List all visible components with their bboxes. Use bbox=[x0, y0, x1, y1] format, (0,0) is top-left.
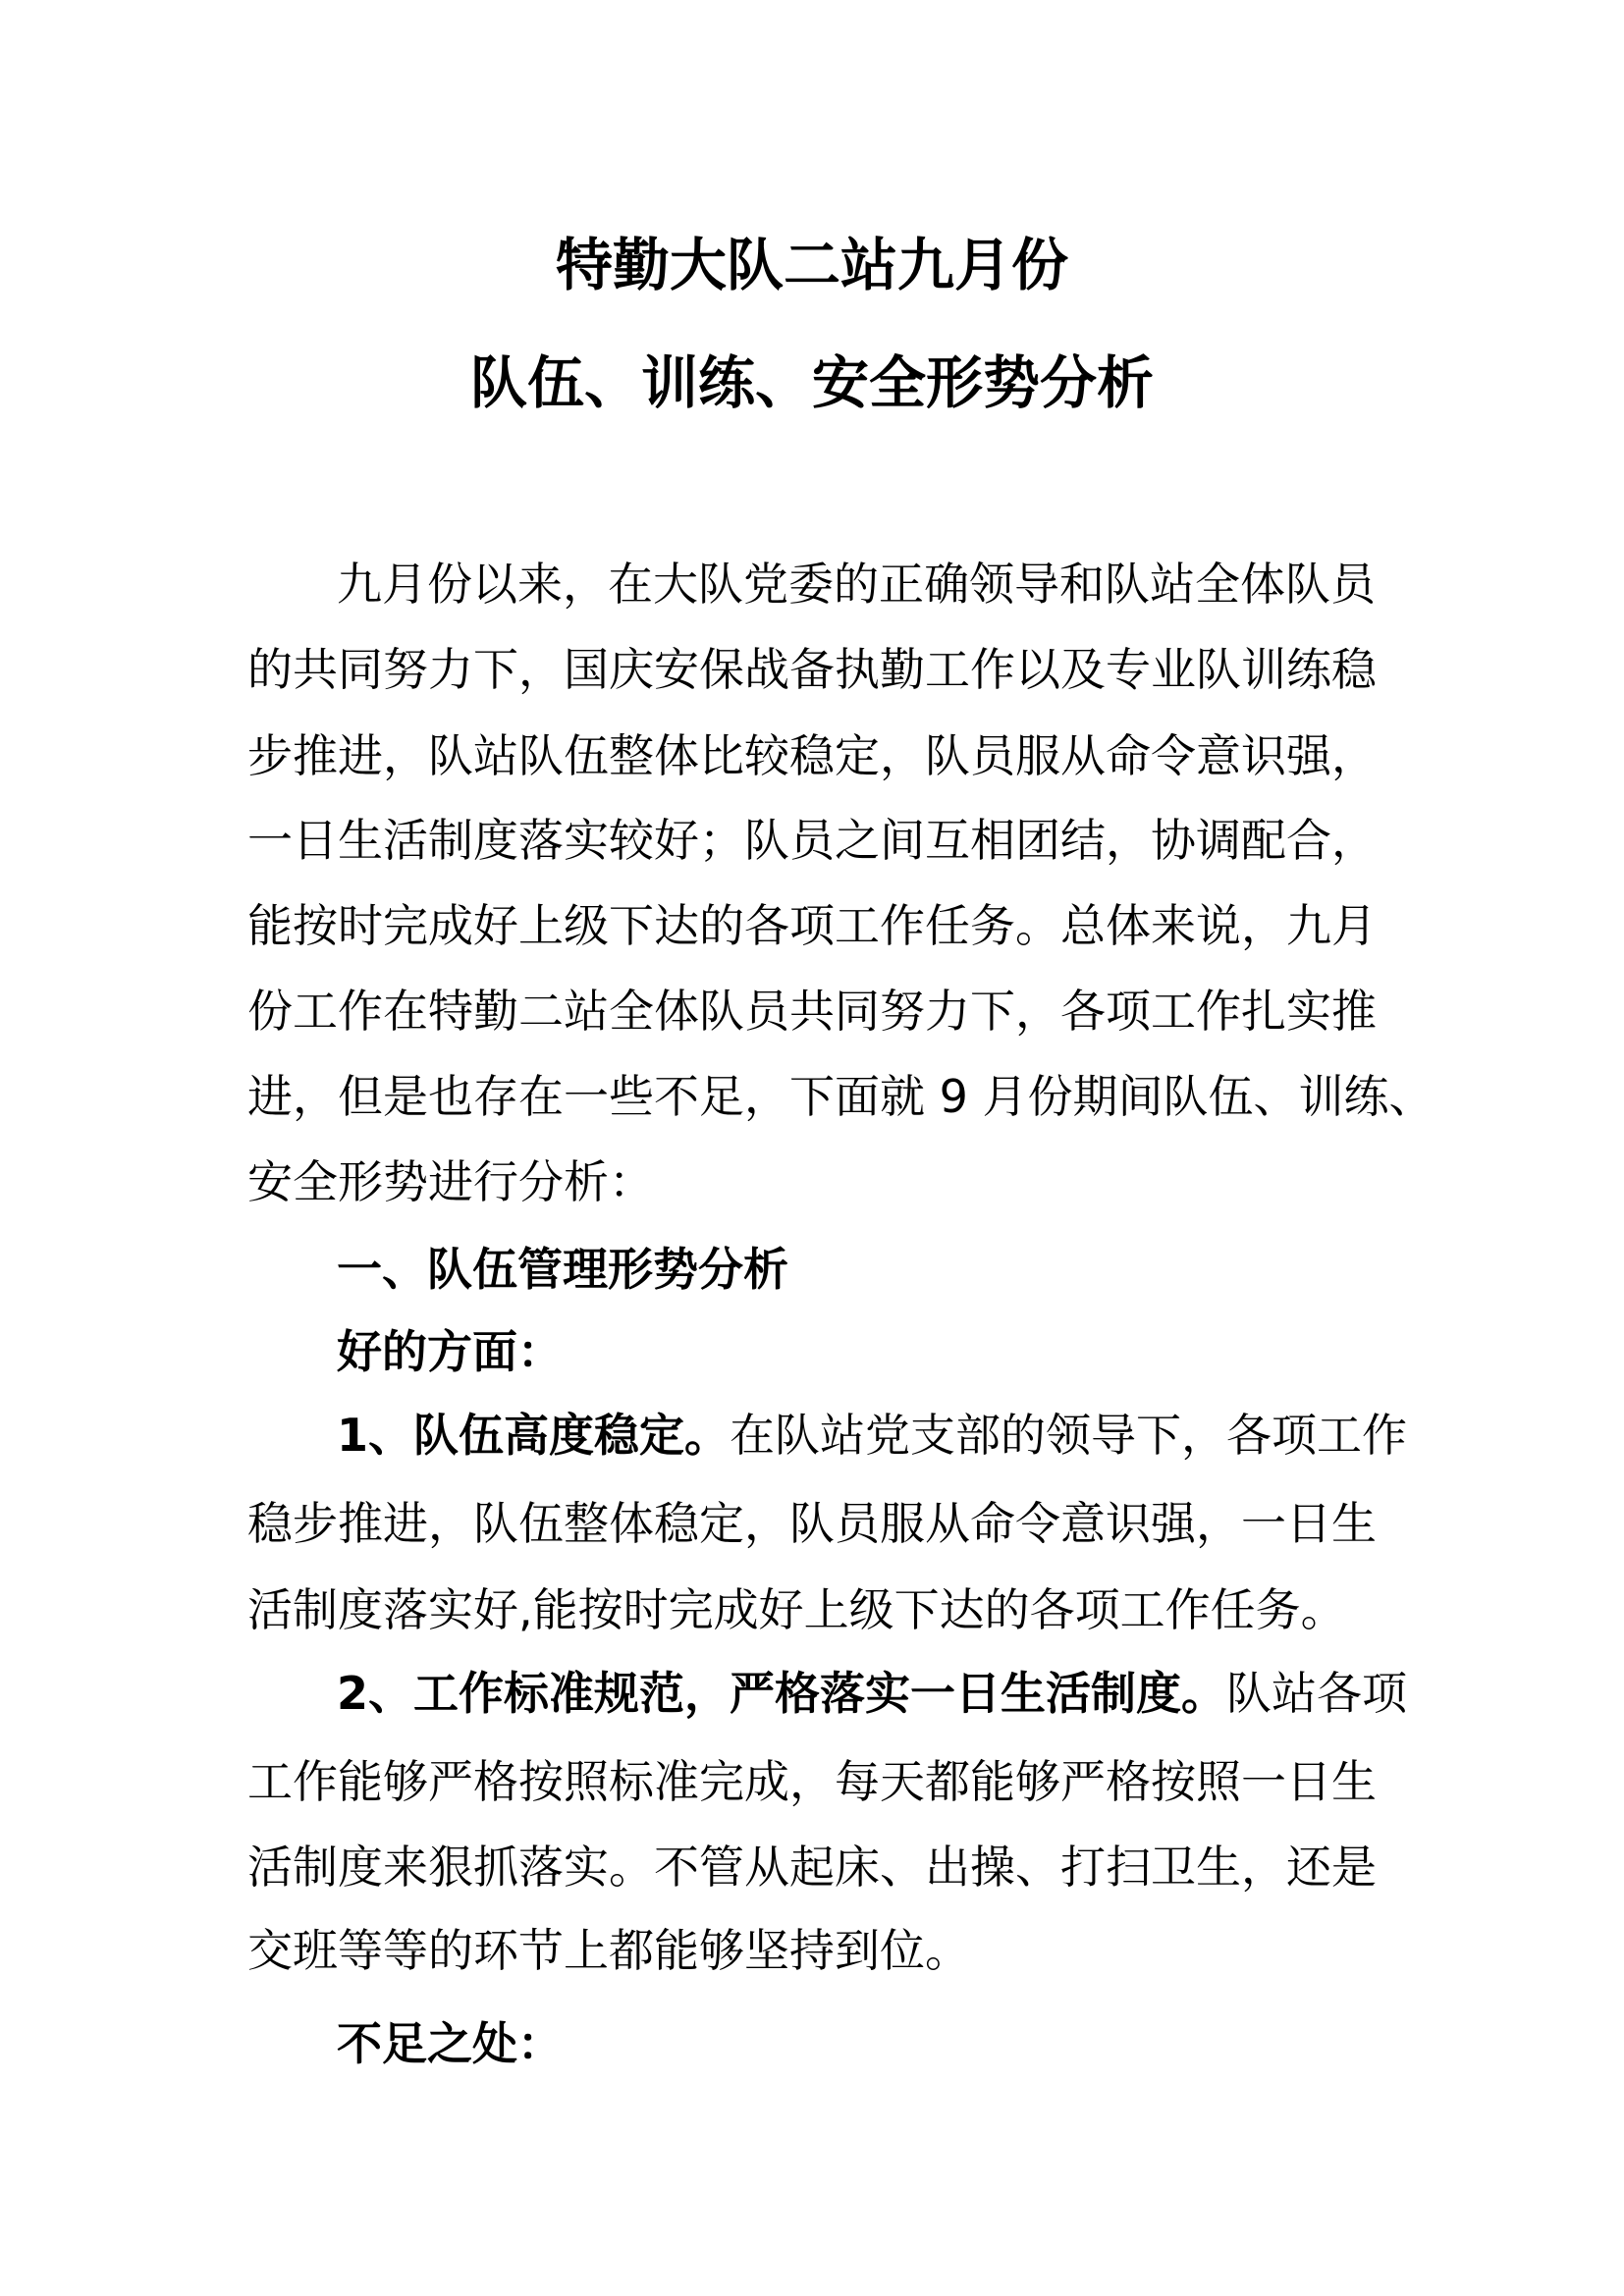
document-title-line1: 特勤大队二站九月份 bbox=[555, 232, 1068, 298]
text-line: 活制度来狠抓落实。不管从起床、出操、打扫卫生，还是 bbox=[247, 1841, 1377, 1894]
text-line: 能按时完成好上级下达的各项工作任务。总体来说，九月 bbox=[247, 899, 1377, 952]
item-2-text: 队站各项 bbox=[1226, 1667, 1408, 1720]
text-line: 活制度落实好,能按时完成好上级下达的各项工作任务。 bbox=[247, 1583, 1346, 1636]
text-line: 一日生活制度落实较好；队员之间互相团结，协调配合， bbox=[247, 814, 1377, 867]
text-line: 步推进，队站队伍整体比较稳定，队员服从命令意识强， bbox=[247, 729, 1377, 782]
text-line: 交班等等的环节上都能够坚持到位。 bbox=[247, 1924, 970, 1977]
text-line bbox=[337, 1406, 1407, 1465]
text-line: 稳步推进，队伍整体稳定，队员服从命令意识强，一日生 bbox=[247, 1497, 1377, 1550]
text-line: 份工作在特勤二站全体队员共同努力下，各项工作扎实推 bbox=[247, 985, 1377, 1038]
section-heading: 一、队伍管理形势分析 bbox=[337, 1243, 788, 1296]
text-line: 九月份以来，在大队党委的正确领导和队站全体队员 bbox=[337, 558, 1376, 611]
text-line: 工作能够严格按照标准完成，每天都能够严格按照一日生 bbox=[247, 1755, 1377, 1808]
text-line: 安全形势进行分析： bbox=[247, 1155, 654, 1208]
item-2-title: 2、工作标准规范，严格落实一日生活制度。 bbox=[337, 1667, 1227, 1720]
document-title-line2: 队伍、训练、安全形势分析 bbox=[469, 349, 1154, 416]
text-line: 的共同努力下，国庆安保战备执勤工作以及专业队训练稳 bbox=[247, 643, 1377, 696]
text-line bbox=[337, 1664, 1407, 1723]
item-1-title: 1、队伍高度稳定。 bbox=[337, 1409, 731, 1462]
text-line: 进，但是也存在一些不足，下面就 9 月份期间队伍、训练、 bbox=[247, 1070, 1435, 1123]
subheading-good: 好的方面： bbox=[337, 1325, 563, 1378]
item-1-text: 在队站党支部的领导下，各项工作 bbox=[730, 1409, 1408, 1462]
subheading-shortcomings: 不足之处： bbox=[337, 2017, 563, 2070]
